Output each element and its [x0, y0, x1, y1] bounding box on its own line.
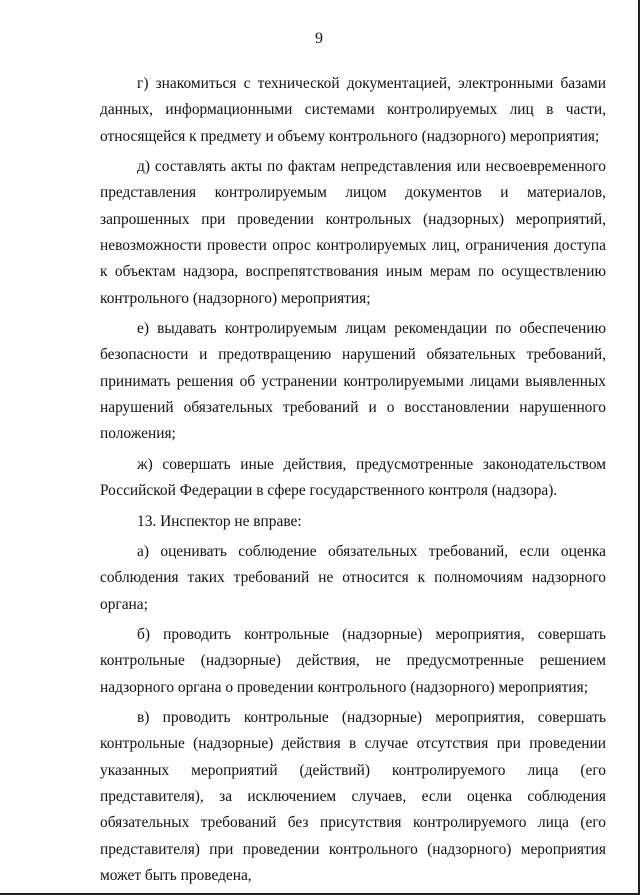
- paragraph-e: е) выдавать контролируемым лицам рекомендации по обеспечению безопасности и предотвращению нарушений обязательных требований, принимать решения об устранении контролируемыми лицами выявленных нарушений обязательных требований и о восстановлении нарушенного положения;: [100, 320, 606, 443]
- paragraph-d: д) составлять акты по фактам непредставления или несвоевременного представления контролируемым лицом документов и материалов, запрошенных при проведении контрольных (надзорных) мероприятий, невозможности провести опрос контролируемых лиц, ограничения доступа к объектам надзора, воспрепятствования иным мерам по осуществлению контрольного (надзорного) мероприятия;: [100, 158, 606, 307]
- page-number: 9: [315, 30, 323, 47]
- section-13-heading: 13. Инспектор не вправе:: [137, 512, 302, 530]
- paragraph-b: б) проводить контрольные (надзорные) мероприятия, совершать контрольные (надзорные) действия, не предусмотренные решением надзорного органа о проведении контрольного (надзорного) мероприятия;: [100, 626, 606, 696]
- paragraph-zh: ж) совершать иные действия, предусмотренные законодательством Российской Федерации в сфере государственного контроля (надзора).: [100, 455, 606, 500]
- paragraph-g: г) знакомиться с технической документацией, электронными базами данных, информационными системами контролируемых лиц в части, относящейся к предмету и объему контрольного (надзорного) мероприятия;: [100, 75, 606, 145]
- paragraph-v: в) проводить контрольные (надзорные) мероприятия, совершать контрольные (надзорные) действия в случае отсутствия при проведении указанных мероприятий (действий) контролируемого лица (его представителя), за исключением случаев, если оценка соблюдения обязательных требований без присутствия контролируемого лица (его представителя) при проведении контрольного (надзорного) мероприятия может быть проведена,: [100, 709, 606, 884]
- paragraph-a: а) оценивать соблюдение обязательных требований, если оценка соблюдения таких требований не относится к полномочиям надзорного органа;: [100, 542, 606, 613]
- document-body: [100, 71, 606, 893]
